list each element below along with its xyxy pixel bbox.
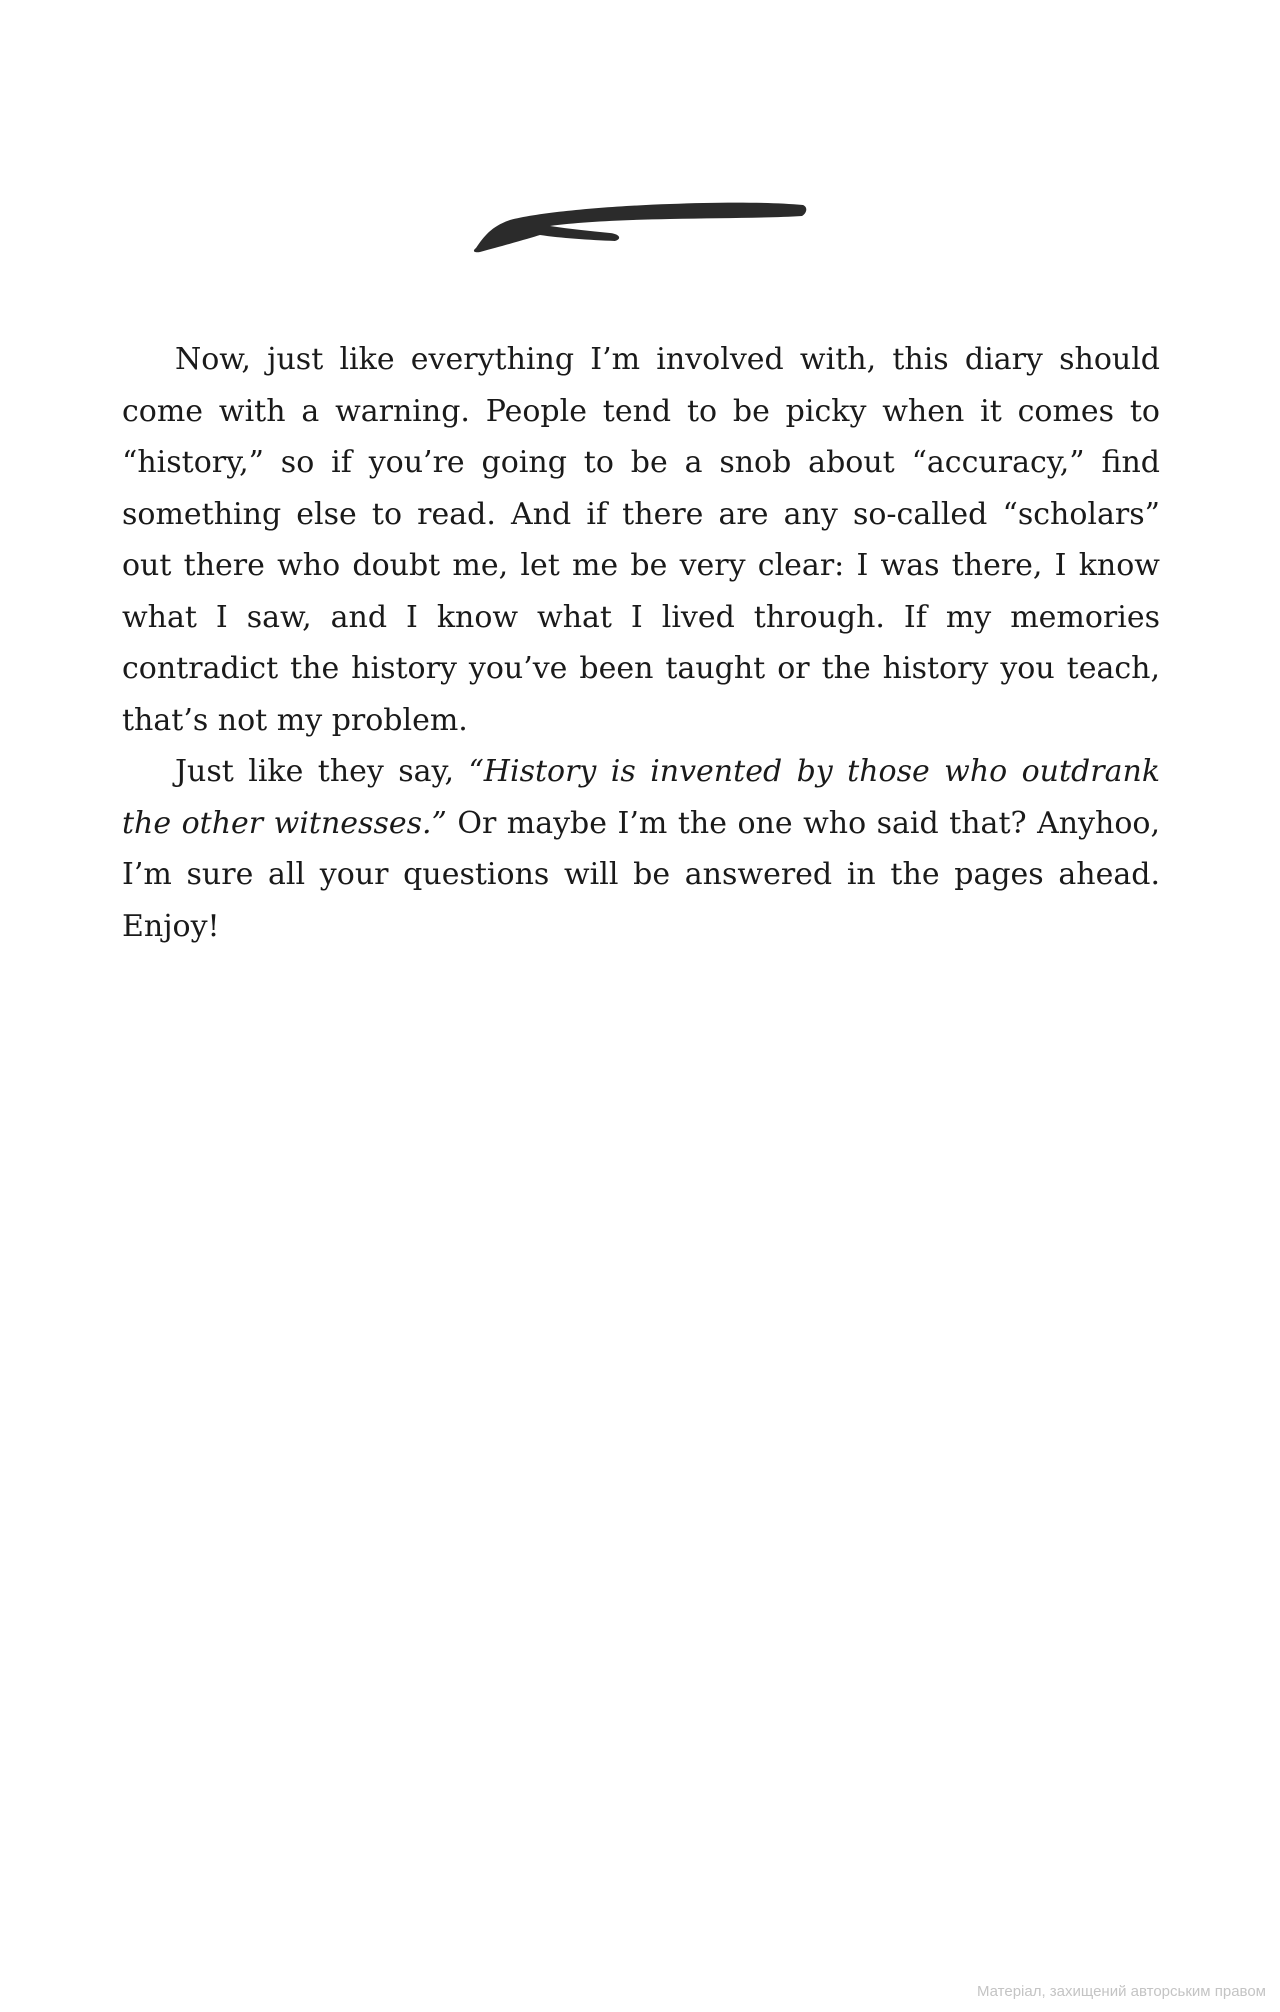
paragraph-1: Now, just like everything I’m involved with, this diary should come with a warning. People tend to be picky when it comes to “history,” so if you’re going to be a snob about “accuracy,” find something else to read. And if there are any so-called “scholars” out there who doubt me, let me be very clear: I was there, I know what I saw, and I know what I lived through. If my memories contradict the history you’ve been taught or the history you teach, that’s not my problem. [122, 342, 1160, 738]
paragraph-2-rest: Or maybe I’m the one who said that? Anyhoo, I’m sure all your questions will be answered in the pages ahead. Enjoy! [122, 805, 1160, 944]
brush-stroke-icon [470, 198, 810, 254]
copyright-watermark: Матеріал, захищений авторським правом [976, 1983, 1266, 2000]
paragraph-2 [122, 746, 1160, 952]
paragraph-2-quote: “History is invented by those who outdrank the other witnesses.” [122, 754, 1160, 841]
body-text [122, 334, 1160, 952]
paragraph-2-lead: Just like they say, [175, 754, 469, 789]
